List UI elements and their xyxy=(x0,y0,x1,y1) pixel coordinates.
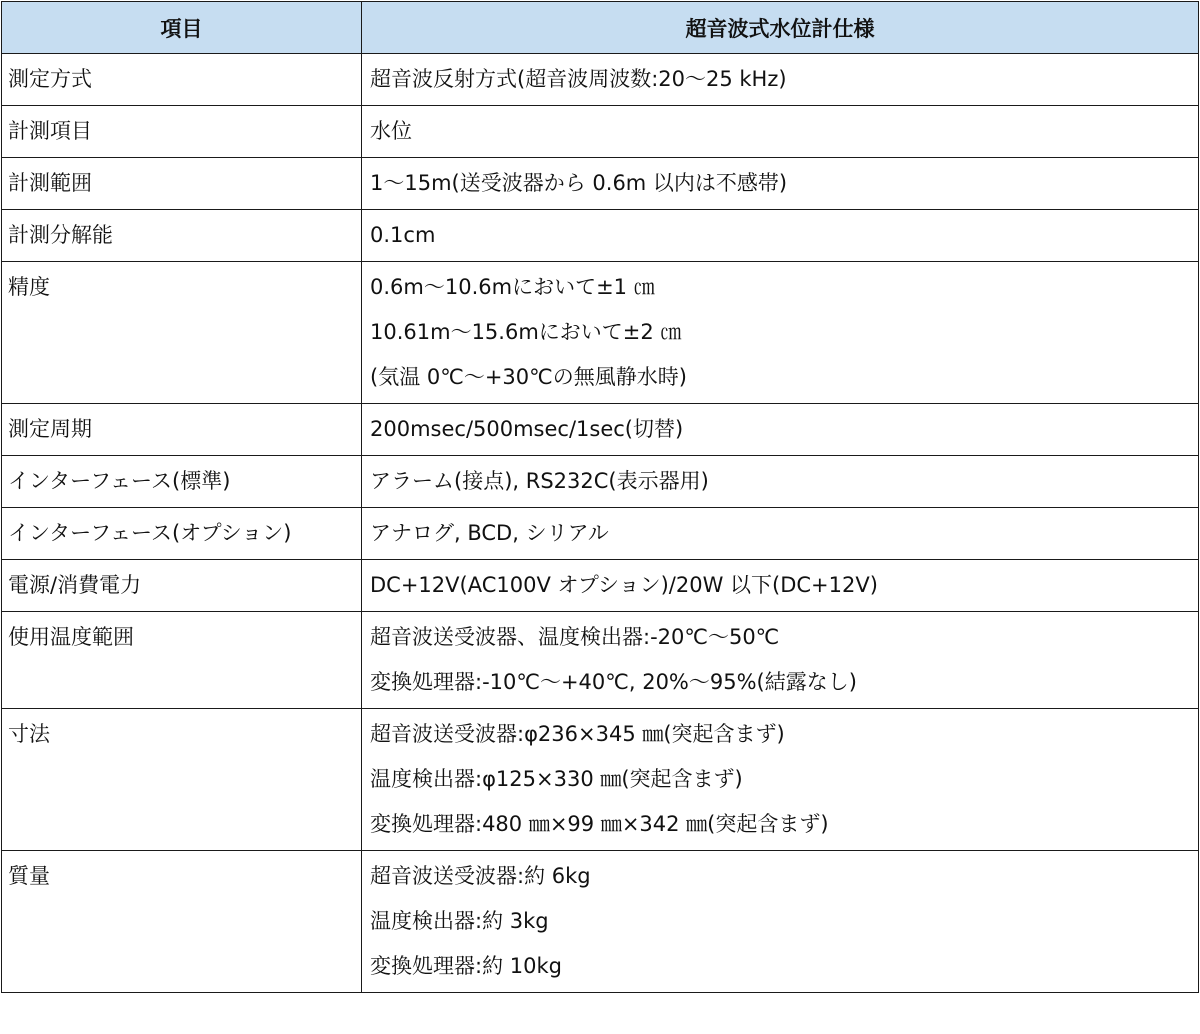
spec-cell xyxy=(362,404,1199,456)
item-label: 計測項目 xyxy=(8,119,92,143)
item-label: 測定周期 xyxy=(8,417,92,441)
item-label: 計測分解能 xyxy=(8,223,113,247)
spec-line: DC+12V(AC100V オプション)/20W 以下(DC+12V) xyxy=(370,573,878,597)
table-body xyxy=(2,54,1199,993)
item-cell xyxy=(2,262,362,404)
table-row xyxy=(2,210,1199,262)
spec-line: 超音波反射方式(超音波周波数:20〜25 kHz) xyxy=(370,67,787,91)
spec-lines xyxy=(362,456,1198,507)
spec-line: 温度検出器:φ125×330 ㎜(突起含まず) xyxy=(370,767,743,791)
spec-lines xyxy=(362,106,1198,157)
table-row xyxy=(2,54,1199,106)
table-row xyxy=(2,851,1199,993)
item-label: 寸法 xyxy=(8,722,50,746)
spec-line: 変換処理器:-10℃〜+40℃, 20%〜95%(結露なし) xyxy=(370,670,857,694)
item-cell xyxy=(2,508,362,560)
spec-cell xyxy=(362,210,1199,262)
table-row xyxy=(2,158,1199,210)
spec-line: 1〜15m(送受波器から 0.6m 以内は不感帯) xyxy=(370,171,788,195)
spec-lines xyxy=(362,508,1198,559)
item-label: 使用温度範囲 xyxy=(8,625,134,649)
spec-line: 変換処理器:480 ㎜×99 ㎜×342 ㎜(突起含まず) xyxy=(370,812,829,836)
header-item: 項目 xyxy=(2,2,362,54)
spec-cell xyxy=(362,560,1199,612)
table-row xyxy=(2,508,1199,560)
table-row xyxy=(2,612,1199,709)
item-cell xyxy=(2,560,362,612)
spec-line: 水位 xyxy=(370,119,412,143)
table-row xyxy=(2,404,1199,456)
spec-lines xyxy=(362,851,1198,992)
spec-lines xyxy=(362,262,1198,403)
item-label: 質量 xyxy=(8,864,50,888)
spec-cell xyxy=(362,612,1199,709)
spec-line: 0.1cm xyxy=(370,223,436,247)
item-cell xyxy=(2,54,362,106)
header-row xyxy=(2,2,1199,54)
spec-line: 10.61m〜15.6mにおいて±2 ㎝ xyxy=(370,320,682,344)
spec-line: (気温 0℃〜+30℃の無風静水時) xyxy=(370,365,687,389)
table-header xyxy=(2,2,1199,54)
spec-lines xyxy=(362,709,1198,850)
spec-line: 200msec/500msec/1sec(切替) xyxy=(370,417,684,441)
item-label: 測定方式 xyxy=(8,67,92,91)
spec-line: 超音波送受波器、温度検出器:-20℃〜50℃ xyxy=(370,625,780,649)
table-row xyxy=(2,106,1199,158)
spec-lines xyxy=(362,158,1198,209)
item-label: 電源/消費電力 xyxy=(8,573,142,597)
spec-line: 超音波送受波器:φ236×345 ㎜(突起含まず) xyxy=(370,722,785,746)
spec-lines xyxy=(362,612,1198,708)
table-row xyxy=(2,709,1199,851)
item-cell xyxy=(2,612,362,709)
table-row xyxy=(2,560,1199,612)
item-cell xyxy=(2,106,362,158)
spec-lines xyxy=(362,210,1198,261)
item-label: 計測範囲 xyxy=(8,171,92,195)
item-cell xyxy=(2,851,362,993)
item-label: インターフェース(オプション) xyxy=(8,521,292,545)
table-row xyxy=(2,456,1199,508)
spec-cell xyxy=(362,262,1199,404)
spec-table xyxy=(1,1,1199,993)
spec-cell xyxy=(362,851,1199,993)
spec-cell xyxy=(362,106,1199,158)
spec-lines xyxy=(362,560,1198,611)
item-cell xyxy=(2,456,362,508)
item-cell xyxy=(2,709,362,851)
item-cell xyxy=(2,158,362,210)
spec-cell xyxy=(362,508,1199,560)
spec-line: 変換処理器:約 10kg xyxy=(370,954,562,978)
header-spec: 超音波式水位計仕様 xyxy=(362,2,1199,54)
table-row xyxy=(2,262,1199,404)
item-cell xyxy=(2,404,362,456)
spec-line: 0.6m〜10.6mにおいて±1 ㎝ xyxy=(370,275,655,299)
spec-lines xyxy=(362,404,1198,455)
item-label: 精度 xyxy=(8,275,50,299)
spec-line: アナログ, BCD, シリアル xyxy=(370,521,609,545)
spec-cell xyxy=(362,158,1199,210)
item-label: インターフェース(標準) xyxy=(8,469,231,493)
spec-line: 温度検出器:約 3kg xyxy=(370,909,549,933)
spec-line: アラーム(接点), RS232C(表示器用) xyxy=(370,469,709,493)
spec-lines xyxy=(362,54,1198,105)
spec-cell xyxy=(362,54,1199,106)
spec-line: 超音波送受波器:約 6kg xyxy=(370,864,591,888)
item-cell xyxy=(2,210,362,262)
spec-cell xyxy=(362,709,1199,851)
spec-cell xyxy=(362,456,1199,508)
